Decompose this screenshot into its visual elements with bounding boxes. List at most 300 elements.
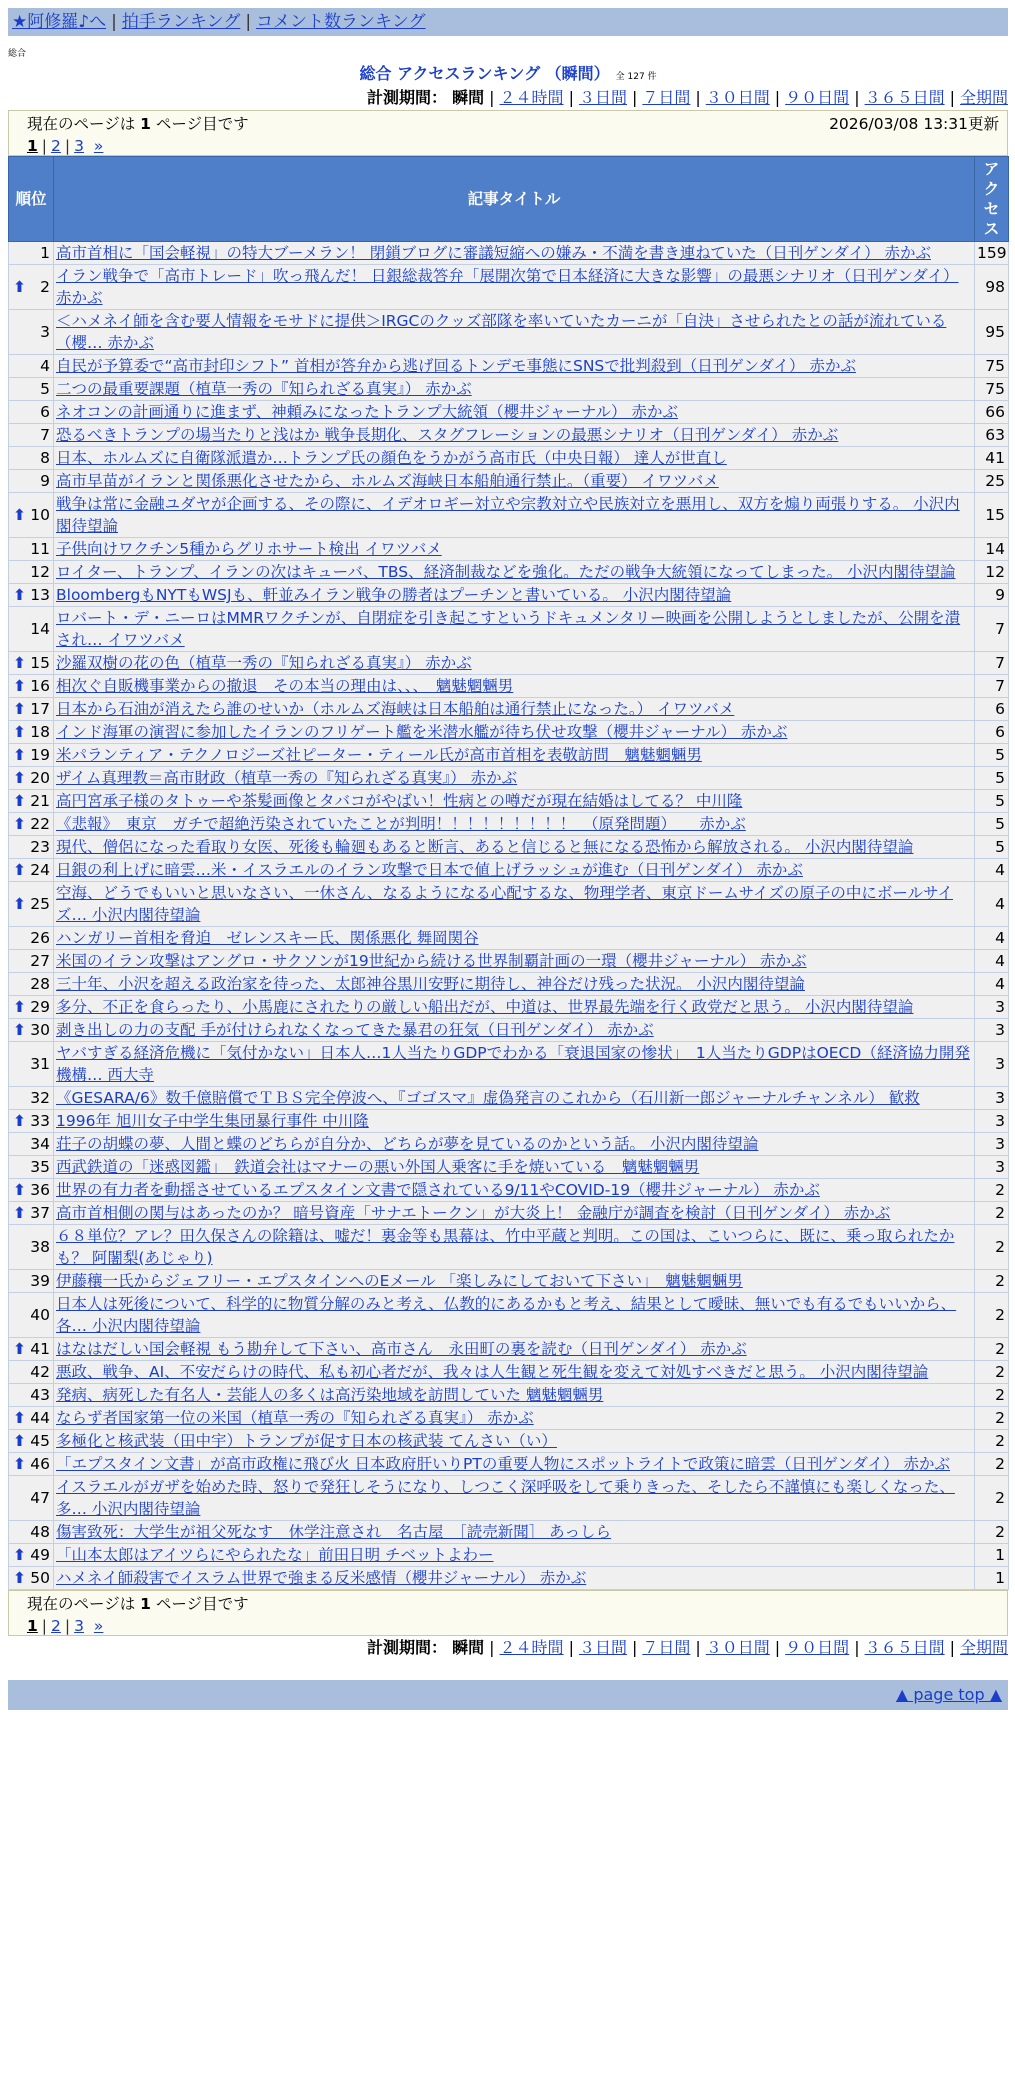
title-cell — [54, 1521, 975, 1544]
rank-number: 22 — [30, 815, 50, 833]
title-cell — [54, 1407, 975, 1430]
rank-number: 30 — [30, 1021, 50, 1039]
title-cell — [54, 790, 975, 813]
up-arrow-icon: ⬆ — [13, 1546, 26, 1564]
article-title-link[interactable]: 傷害致死：大学生が祖父死なす 休学注意され 名古屋 ［読売新聞］ あっしら — [56, 1523, 612, 1541]
period-link-top-3[interactable]: ３０日間 — [705, 88, 770, 107]
title-cell — [54, 378, 975, 401]
up-arrow-icon: ⬆ — [13, 895, 26, 913]
article-title-link[interactable]: 日本、ホルムズに自衛隊派遣か…トランプ氏の顔色をうかがう高市氏（中央日報） 達人が世直し — [56, 449, 727, 467]
title-cell — [54, 813, 975, 836]
title-cell — [54, 265, 975, 310]
pager-status-page: 1 — [140, 1595, 151, 1613]
table-row — [9, 1407, 1009, 1430]
access-count: 12 — [975, 561, 1009, 584]
table-row — [9, 1361, 1009, 1384]
rank-cell — [9, 973, 54, 996]
title-cell — [54, 1042, 975, 1087]
title-cell — [54, 675, 975, 698]
access-count: 6 — [975, 721, 1009, 744]
rank-cell — [9, 1202, 54, 1225]
access-count: 5 — [975, 790, 1009, 813]
article-title-link[interactable]: 二つの最重要課題（植草一秀の『知られざる真実』） 赤かぶ — [56, 380, 472, 398]
table-row — [9, 1338, 1009, 1361]
pager-page-link[interactable]: 3 — [74, 1617, 85, 1635]
article-title-link[interactable]: 現代、僧侶になった看取り女医、死後も輪廻もあると断言、あると信じると無になる恐怖から解放される。 小沢内閣待望論 — [56, 838, 914, 856]
rank-number: 17 — [30, 700, 50, 718]
title-cell — [54, 538, 975, 561]
access-count: 7 — [975, 607, 1009, 652]
title-cell — [54, 1110, 975, 1133]
rank-cell — [9, 1407, 54, 1430]
period-link-bottom-4[interactable]: ９０日間 — [785, 1638, 850, 1657]
pager-next-link[interactable]: » — [93, 137, 104, 155]
pager-page-link[interactable]: 2 — [51, 137, 61, 155]
rank-number: 38 — [30, 1238, 50, 1256]
updated-timestamp: 2026/03/08 13:31更新 — [829, 115, 999, 133]
article-title-link[interactable]: 西武鉄道の「迷惑図鑑」 鉄道会社はマナーの悪い外国人乗客に手を焼いている 魑魅魍魎男 — [56, 1158, 700, 1176]
rank-cell — [9, 1179, 54, 1202]
article-title-link[interactable]: 戦争は常に金融ユダヤが企画する、その際に、イデオロギー対立や宗教対立や民族対立を悪用し、双方を煽り両張りする。 小沢内閣待望論 — [56, 495, 960, 535]
article-title-link[interactable]: 米パランティア・テクノロジーズ社ピーター・ティール氏が高市首相を表敬訪問 魑魅魍魎男 — [56, 746, 702, 764]
title-cell — [54, 927, 975, 950]
article-title-link[interactable]: 三十年、小沢を超える政治家を待った、太郎神谷黒川安野に期待し、神谷だけ残った状況。 小沢内閣待望論 — [56, 975, 805, 993]
rank-cell — [9, 1544, 54, 1567]
title-cell — [54, 584, 975, 607]
title-cell — [54, 355, 975, 378]
rank-number: 28 — [30, 975, 50, 993]
title-cell — [54, 1225, 975, 1270]
up-arrow-icon: ⬆ — [13, 1340, 26, 1358]
access-count: 3 — [975, 1133, 1009, 1156]
page-wrapper — [8, 8, 1008, 1710]
title-cell — [54, 721, 975, 744]
up-arrow-icon: ⬆ — [13, 586, 26, 604]
period-link-bottom-5[interactable]: ３６５日間 — [864, 1638, 945, 1657]
title-cell — [54, 950, 975, 973]
article-title-link[interactable]: ザイム真理教＝高市財政（植草一秀の『知られざる真実』） 赤かぶ — [56, 769, 518, 787]
rank-cell — [9, 1338, 54, 1361]
article-title-link[interactable]: 日銀の利上げに暗雲…米・イスラエルのイラン攻撃で日本で値上げラッシュが進む（日刊ゲンダイ） 赤かぶ — [56, 861, 803, 879]
table-row — [9, 561, 1009, 584]
col-rank-header: 順位 — [9, 157, 54, 242]
top-nav-bar: ★阿修羅♪へ | 拍手ランキング | コメント数ランキング — [8, 8, 1008, 36]
rank-number: 26 — [30, 929, 50, 947]
article-title-link[interactable]: 高円宮承子様のタトゥーや茶髪画像とタバコがやばい！性病との噂だが現在結婚はしてる？ 中川隆 — [56, 792, 743, 810]
up-arrow-icon: ⬆ — [13, 1432, 26, 1450]
rank-number: 50 — [30, 1569, 50, 1587]
table-row — [9, 1521, 1009, 1544]
title-cell — [54, 493, 975, 538]
access-count: 1 — [975, 1544, 1009, 1567]
article-title-link[interactable]: 《GESARA/6》数千億賠償でＴＢＳ完全停波へ、『ゴゴスマ』虚偽発言のこれから（石川新一郎ジャーナルチャンネル） 歓救 — [56, 1089, 920, 1107]
comment-ranking-link[interactable]: コメント数ランキング — [256, 12, 426, 32]
pager-links — [27, 135, 999, 157]
article-title-link[interactable]: 米国のイラン攻撃はアングロ・サクソンが19世紀から続ける世界制覇計画の一環（櫻井ジャーナル） 赤かぶ — [56, 952, 807, 970]
ranking-table-body — [9, 242, 1009, 1590]
table-row — [9, 242, 1009, 265]
page-top-link[interactable]: ▲ page top ▲ — [895, 1685, 1002, 1704]
article-title-link[interactable]: 相次ぐ自販機事業からの撤退 その本当の理由は、、、 魑魅魍魎男 — [56, 677, 514, 695]
title-cell — [54, 836, 975, 859]
access-count: 15 — [975, 493, 1009, 538]
table-row — [9, 424, 1009, 447]
title-cell — [54, 607, 975, 652]
access-count: 3 — [975, 1110, 1009, 1133]
rank-number: 29 — [30, 998, 50, 1016]
article-title-link[interactable]: ハメネイ師殺害でイスラム世界で強まる反米感情（櫻井ジャーナル） 赤かぶ — [56, 1569, 587, 1587]
table-row — [9, 652, 1009, 675]
table-row — [9, 675, 1009, 698]
article-title-link[interactable]: 多分、不正を食らったり、小馬鹿にされたりの厳しい船出だが、中道は、世界最先端を行く政党だと思う。 小沢内閣待望論 — [56, 998, 914, 1016]
article-title-link[interactable]: 荘子の胡蝶の夢、人間と蝶のどちらが自分か、どちらが夢を見ているのかという話。 小沢内閣待望論 — [56, 1135, 759, 1153]
article-title-link[interactable]: ハンガリー首相を脅迫 ゼレンスキー氏、関係悪化 舞岡関谷 — [56, 929, 479, 947]
period-separator: | — [489, 1638, 495, 1657]
table-row — [9, 790, 1009, 813]
article-title-link[interactable]: ロバート・デ・ニーロはMMRワクチンが、自閉症を引き起こすというドキュメンタリー映画を公開しようとしましたが、公開を潰され… イワツバメ — [56, 609, 961, 649]
pager-separator: | — [41, 1617, 48, 1635]
title-cell — [54, 767, 975, 790]
access-count: 2 — [975, 1270, 1009, 1293]
title-cell — [54, 1338, 975, 1361]
access-count: 3 — [975, 996, 1009, 1019]
pager-page-link[interactable]: 3 — [74, 137, 85, 155]
table-row — [9, 355, 1009, 378]
up-arrow-icon: ⬆ — [13, 506, 26, 524]
rank-cell — [9, 470, 54, 493]
title-cell — [54, 1179, 975, 1202]
table-row — [9, 927, 1009, 950]
pager-status-prefix: 現在のページは — [27, 115, 136, 133]
article-title-link[interactable]: 高市早苗がイランと関係悪化させたから、ホルムズ海峡日本船舶通行禁止。（重要） イワツバメ — [56, 472, 719, 490]
access-count: 4 — [975, 882, 1009, 927]
rank-cell — [9, 1156, 54, 1179]
article-title-link[interactable]: 恐るべきトランプの場当たりと浅はか 戦争長期化、スタグフレーションの最悪シナリオ（日刊ゲンダイ） 赤かぶ — [56, 426, 839, 444]
rank-number: 21 — [30, 792, 50, 810]
table-row — [9, 1430, 1009, 1453]
article-title-link[interactable]: はなはだしい国会軽視 もう勘弁して下さい、高市さん 永田町の裏を読む（日刊ゲンダイ） 赤かぶ — [56, 1340, 747, 1358]
access-count: 1 — [975, 1567, 1009, 1590]
rank-number: 36 — [30, 1181, 50, 1199]
article-title-link[interactable]: 高市首相側の関与はあったのか？ 暗号資産「サナエトークン」が大炎上！ 金融庁が調査を検討（日刊ゲンダイ） 赤かぶ — [56, 1204, 891, 1222]
pager-separator: | — [41, 137, 48, 155]
rank-cell — [9, 1567, 54, 1590]
title-cell — [54, 561, 975, 584]
article-title-link[interactable]: 伊藤穰一氏からジェフリー・エプスタインへのEメール 「楽しみにしておいて下さい」 魑魅魍魎男 — [56, 1272, 743, 1290]
title-cell — [54, 744, 975, 767]
rank-number: 49 — [30, 1546, 50, 1564]
table-row — [9, 1384, 1009, 1407]
title-cell — [54, 1476, 975, 1521]
title-cell — [54, 424, 975, 447]
access-count: 3 — [975, 1019, 1009, 1042]
table-row — [9, 1179, 1009, 1202]
article-title-link[interactable]: 「山本太郎はアイツらにやられたな」前田日明 チベットよわー — [56, 1546, 494, 1564]
pager-status-page: 1 — [140, 115, 151, 133]
table-row — [9, 401, 1009, 424]
rank-cell — [9, 1521, 54, 1544]
ranking-table — [8, 156, 1009, 1590]
rank-cell — [9, 882, 54, 927]
access-count: 7 — [975, 675, 1009, 698]
article-title-link[interactable]: ロイター、トランプ、イランの次はキューバ、TBS、経済制裁などを強化。ただの戦争大統領になってしまった。 小沢内閣待望論 — [56, 563, 956, 581]
title-cell — [54, 310, 975, 355]
title-cell — [54, 1156, 975, 1179]
period-link-top-5[interactable]: ３６５日間 — [864, 88, 945, 107]
period-link-bottom-3[interactable]: ３０日間 — [705, 1638, 770, 1657]
rank-number: 37 — [30, 1204, 50, 1222]
rank-cell — [9, 401, 54, 424]
article-title-link[interactable]: BloombergもNYTもWSJも、軒並みイラン戦争の勝者はプーチンと書いている。 小沢内閣待望論 — [56, 586, 732, 604]
period-link-bottom-1[interactable]: ３日間 — [578, 1638, 627, 1657]
rank-number: 12 — [30, 563, 50, 581]
rank-cell — [9, 1430, 54, 1453]
table-row — [9, 698, 1009, 721]
rank-number: 27 — [30, 952, 50, 970]
rank-cell — [9, 1453, 54, 1476]
period-current: 瞬間 — [452, 1638, 485, 1657]
article-title-link[interactable]: ならず者国家第一位の米国（植草一秀の『知られざる真実』） 赤かぶ — [56, 1409, 534, 1427]
period-separator: | — [774, 1638, 781, 1657]
title-cell — [54, 973, 975, 996]
access-count: 5 — [975, 813, 1009, 836]
period-separator: | — [568, 1638, 574, 1657]
rank-cell — [9, 721, 54, 744]
rank-cell — [9, 698, 54, 721]
article-title-link[interactable]: 日本人は死後について、科学的に物質分解のみと考え、仏教的にあるかもと考え、結果として曖昧、無いでも有るでもいいから、各… 小沢内閣待望論 — [56, 1295, 957, 1335]
home-link[interactable]: ★阿修羅♪へ — [12, 12, 107, 32]
pager-status-suffix: ページ目です — [155, 1595, 249, 1613]
rank-number: 39 — [30, 1272, 50, 1290]
rank-cell — [9, 538, 54, 561]
table-row — [9, 310, 1009, 355]
rank-number: 10 — [30, 506, 50, 524]
rank-cell — [9, 813, 54, 836]
article-title-link[interactable]: ６８単位？アレ？田久保さんの除籍は、嘘だ！裏金等も黒幕は、竹中平蔵と判明。この国は、こいつらに、既に、乗っ取られたかも？ 阿闍梨(あじゃり) — [56, 1227, 955, 1267]
period-link-bottom-2[interactable]: ７日間 — [642, 1638, 691, 1657]
rank-cell — [9, 744, 54, 767]
rank-number: 25 — [30, 895, 50, 913]
rank-number: 45 — [30, 1432, 50, 1450]
access-count: 2 — [975, 1225, 1009, 1270]
table-row — [9, 1133, 1009, 1156]
table-row — [9, 1110, 1009, 1133]
access-count: 5 — [975, 744, 1009, 767]
access-count: 2 — [975, 1179, 1009, 1202]
pager-status-row — [27, 1593, 999, 1615]
access-count: 14 — [975, 538, 1009, 561]
article-title-link[interactable]: ネオコンの計画通りに進まず、神頼みになったトランプ大統領（櫻井ジャーナル） 赤かぶ — [56, 403, 678, 421]
rank-number: 18 — [30, 723, 50, 741]
table-row — [9, 1019, 1009, 1042]
page-title-text: 総合 アクセスランキング （瞬間） — [359, 64, 610, 83]
title-cell — [54, 1133, 975, 1156]
up-arrow-icon: ⬆ — [13, 700, 26, 718]
rank-number: 5 — [40, 380, 50, 398]
applause-ranking-link[interactable]: 拍手ランキング — [121, 12, 241, 32]
article-title-link[interactable]: 日本から石油が消えたら誰のせいか（ホルムズ海峡は日本船舶は通行禁止になった。） イワツバメ — [56, 700, 735, 718]
access-count: 3 — [975, 1087, 1009, 1110]
access-count: 4 — [975, 950, 1009, 973]
access-count: 2 — [975, 1293, 1009, 1338]
period-link-bottom-0[interactable]: ２４時間 — [499, 1638, 564, 1657]
rank-number: 41 — [30, 1340, 50, 1358]
rank-number: 3 — [40, 323, 50, 341]
access-count: 98 — [975, 265, 1009, 310]
title-cell — [54, 401, 975, 424]
table-row — [9, 1544, 1009, 1567]
article-title-link[interactable]: 沙羅双樹の花の色（植草一秀の『知られざる真実』） 赤かぶ — [56, 654, 472, 672]
rank-number: 35 — [30, 1158, 50, 1176]
pager-next-link[interactable]: » — [93, 1617, 104, 1635]
article-title-link[interactable]: ＜ハメネイ師を含む要人情報をモサドに提供＞IRGCのクッズ部隊を率いていたカーニが「自決」させられたとの話が流れている（櫻… 赤かぶ — [56, 312, 947, 352]
table-row — [9, 1270, 1009, 1293]
article-title-link[interactable]: イラン戦争で「高市トレード」吹っ飛んだ！ 日銀総裁答弁「展開次第で日本経済に大きな影響」の最悪シナリオ（日刊ゲンダイ） 赤かぶ — [56, 267, 959, 307]
rank-cell — [9, 790, 54, 813]
access-count: 7 — [975, 652, 1009, 675]
article-title-link[interactable]: 多極化と核武装（田中宇）トランプが促す日本の核武装 てんさい（い） — [56, 1432, 557, 1450]
table-row — [9, 538, 1009, 561]
table-row — [9, 1156, 1009, 1179]
access-count: 2 — [975, 1407, 1009, 1430]
rank-cell — [9, 767, 54, 790]
access-count: 6 — [975, 698, 1009, 721]
rank-cell — [9, 652, 54, 675]
article-title-link[interactable]: 悪政、戦争、AI、不安だらけの時代、私も初心者だが、我々は人生観と死生観を変えて対処すべきだと思う。 小沢内閣待望論 — [56, 1363, 929, 1381]
table-row — [9, 1453, 1009, 1476]
rank-cell — [9, 242, 54, 265]
period-link-bottom-6[interactable]: 全期間 — [959, 1638, 1008, 1657]
period-separator: | — [695, 1638, 701, 1657]
category-label: 総合 — [8, 49, 27, 59]
rank-number: 4 — [40, 357, 50, 375]
up-arrow-icon: ⬆ — [13, 1409, 26, 1427]
up-arrow-icon: ⬆ — [13, 723, 26, 741]
period-separator: | — [568, 88, 574, 107]
rank-cell — [9, 1293, 54, 1338]
article-title-link[interactable]: 自民が予算委で“高市封印シフト” 首相が答弁から逃げ回るトンデモ事態にSNSで批判殺到（日刊ゲンダイ） 赤かぶ — [56, 357, 856, 375]
article-title-link[interactable]: ヤバすぎる経済危機に「気付かない」日本人…1人当たりGDPでわかる「衰退国家の惨状」 1人当たりGDPはOECD（経済協力開発機構… 西大寺 — [56, 1044, 970, 1084]
pager-top — [8, 110, 1008, 156]
article-title-link[interactable]: 世界の有力者を動揺させているエプスタイン文書で隠されている9/11やCOVID-19（櫻井ジャーナル） 赤かぶ — [56, 1181, 820, 1199]
article-title-link[interactable]: 「エプスタイン文書」が高市政権に飛び火 日本政府肝いりPTの重要人物にスポットライトで政策に暗雲（日刊ゲンダイ） 赤かぶ — [56, 1455, 951, 1473]
rank-number: 15 — [30, 654, 50, 672]
rank-cell — [9, 1270, 54, 1293]
period-link-top-0[interactable]: ２４時間 — [499, 88, 564, 107]
rank-number: 32 — [30, 1089, 50, 1107]
period-label: 計測期間： — [367, 88, 448, 107]
period-separator: | — [949, 1638, 955, 1657]
rank-cell — [9, 1087, 54, 1110]
rank-number: 14 — [30, 620, 50, 638]
rank-cell — [9, 1110, 54, 1133]
title-cell — [54, 1270, 975, 1293]
period-separator: | — [854, 88, 860, 107]
table-row — [9, 607, 1009, 652]
access-count: 3 — [975, 1042, 1009, 1087]
access-count: 2 — [975, 1521, 1009, 1544]
col-access-header: アクセス — [975, 157, 1009, 242]
article-title-link[interactable]: 剥き出しの力の支配 手が付けられなくなってきた暴君の狂気（日刊ゲンダイ） 赤かぶ — [56, 1021, 654, 1039]
rank-number: 6 — [40, 403, 50, 421]
rank-number: 20 — [30, 769, 50, 787]
access-count: 2 — [975, 1453, 1009, 1476]
up-arrow-icon: ⬆ — [13, 278, 26, 296]
rank-cell — [9, 424, 54, 447]
rank-cell — [9, 607, 54, 652]
title-cell — [54, 1567, 975, 1590]
title-cell — [54, 996, 975, 1019]
access-count: 95 — [975, 310, 1009, 355]
rank-number: 1 — [40, 244, 50, 262]
period-separator: | — [489, 88, 495, 107]
rank-cell — [9, 1384, 54, 1407]
pager-status-prefix: 現在のページは — [27, 1595, 136, 1613]
pager-current-page: 1 — [27, 1617, 38, 1635]
pager-status-row — [27, 113, 999, 135]
rank-number: 16 — [30, 677, 50, 695]
pager-current-page: 1 — [27, 137, 38, 155]
article-title-link[interactable]: 発病、病死した有名人・芸能人の多くは高汚染地域を訪問していた 魑魅魍魎男 — [56, 1386, 604, 1404]
rank-cell — [9, 1019, 54, 1042]
table-row — [9, 1087, 1009, 1110]
table-row — [9, 493, 1009, 538]
article-title-link[interactable]: イスラエルがガザを始めた時、怒りで発狂しそうになり、しつこく深呼吸をして乗りきった、そしたら不謹慎にも楽しくなった、多… 小沢内閣待望論 — [56, 1478, 955, 1518]
article-title-link[interactable]: 子供向けワクチン5種からグリホサート検出 イワツバメ — [56, 540, 442, 558]
access-count: 41 — [975, 447, 1009, 470]
up-arrow-icon: ⬆ — [13, 1204, 26, 1222]
title-cell — [54, 1087, 975, 1110]
access-count: 4 — [975, 927, 1009, 950]
article-title-link[interactable]: 《悲報》 東京 ガチで超絶汚染されていたことが判明！！！！！！！！！ （原発問題） 赤かぶ — [56, 815, 746, 833]
period-label: 計測期間： — [367, 1638, 448, 1657]
table-row — [9, 973, 1009, 996]
rank-cell — [9, 493, 54, 538]
table-row — [9, 950, 1009, 973]
table-row — [9, 836, 1009, 859]
period-selector-bottom — [8, 1636, 1008, 1660]
period-separator: | — [949, 88, 955, 107]
rank-cell — [9, 859, 54, 882]
rank-cell — [9, 561, 54, 584]
col-title-header: 記事タイトル — [54, 157, 975, 242]
rank-cell — [9, 378, 54, 401]
period-link-top-4[interactable]: ９０日間 — [785, 88, 850, 107]
access-count: 75 — [975, 378, 1009, 401]
period-link-top-6[interactable]: 全期間 — [959, 88, 1008, 107]
article-title-link[interactable]: 高市首相に「国会軽視」の特大ブーメラン！ 閉鎖ブログに審議短縮への嫌み・不満を書き連ねていた（日刊ゲンダイ） 赤かぶ — [56, 244, 931, 262]
rank-number: 34 — [30, 1135, 50, 1153]
up-arrow-icon: ⬆ — [13, 792, 26, 810]
rank-number: 33 — [30, 1112, 50, 1130]
period-current: 瞬間 — [452, 88, 485, 107]
rank-number: 46 — [30, 1455, 50, 1473]
title-cell — [54, 1384, 975, 1407]
period-link-top-1[interactable]: ３日間 — [578, 88, 627, 107]
rank-cell — [9, 927, 54, 950]
access-count: 159 — [975, 242, 1009, 265]
rank-number: 48 — [30, 1523, 50, 1541]
period-link-top-2[interactable]: ７日間 — [642, 88, 691, 107]
article-title-link[interactable]: インド海軍の演習に参加したイランのフリゲート艦を米潜水艦が待ち伏せ攻撃（櫻井ジャーナル） 赤かぶ — [56, 723, 788, 741]
rank-cell — [9, 836, 54, 859]
pager-page-link[interactable]: 2 — [51, 1617, 61, 1635]
table-row — [9, 1293, 1009, 1338]
up-arrow-icon: ⬆ — [13, 769, 26, 787]
article-title-link[interactable]: 空海、どうでもいいと思いなさい、一休さん、なるようになる心配するな、物理学者、東京ドームサイズの原子の中にボールサイズ… 小沢内閣待望論 — [56, 884, 953, 924]
up-arrow-icon: ⬆ — [13, 1021, 26, 1039]
article-title-link[interactable]: 1996年 旭川女子中学生集団暴行事件 中川隆 — [56, 1112, 369, 1130]
